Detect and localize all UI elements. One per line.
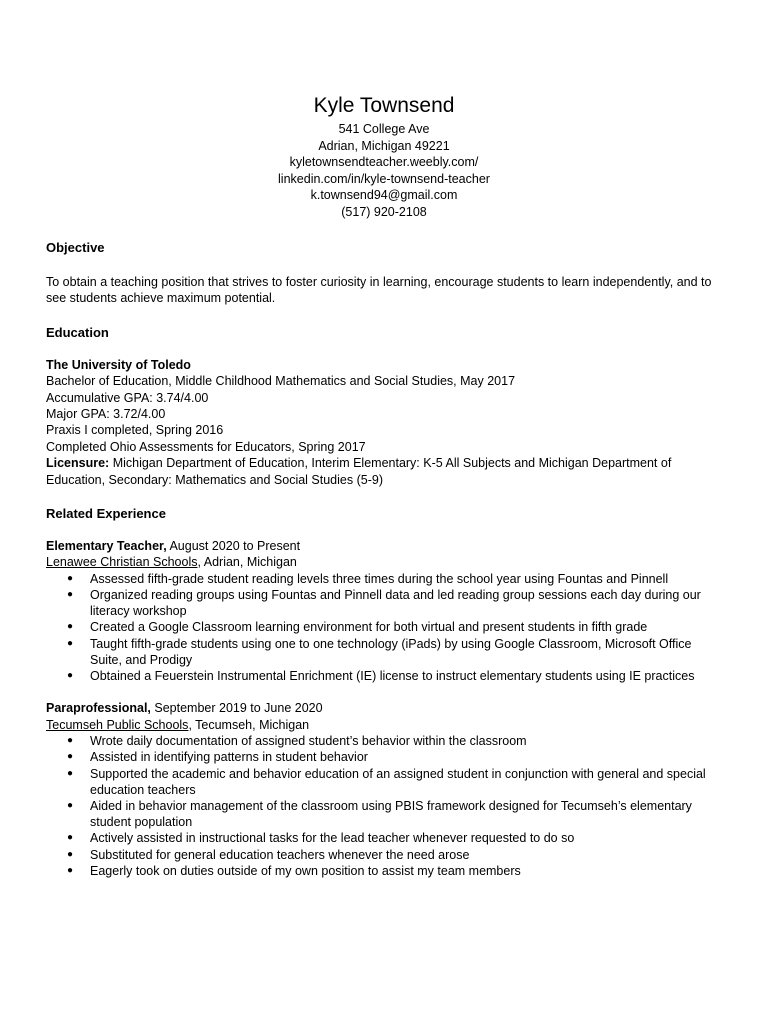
education-heading: Education [46,324,109,340]
address-street: 541 College Ave [338,122,430,136]
job-title: Elementary Teacher, [46,539,167,554]
job-bullet-list [46,571,722,684]
employer-name: Lenawee Christian Schools [46,555,198,570]
job-entry [46,538,722,684]
job-dates: August 2020 to Present [166,539,301,554]
list-item: ● Organized reading groups using Fountas and Pinnell data and led reading group sessions each day during our literacy workshop [67,588,701,619]
email-link[interactable]: k.townsend94@gmail.com [310,188,458,202]
list-item: ● Assessed fifth-grade student reading levels three times during the school year using Fountas and Pinnell [67,571,669,586]
assessments-line: Completed Ohio Assessments for Educators, Spring 2017 [46,439,366,454]
experience-section [46,505,722,879]
job-entry [46,700,722,879]
bullet-icon: ● [67,589,74,601]
candidate-name: Kyle Townsend [313,94,455,117]
job-title-line [46,538,722,554]
list-item: ● Actively assisted in instructional tasks for the lead teacher whenever requested to do so [67,831,575,846]
employer-line [46,717,722,733]
linkedin-link[interactable]: linkedin.com/in/kyle-townsend-teacher [278,171,490,186]
bullet-icon: ● [67,864,74,876]
list-item: ● Eagerly took on duties outside of my own position to assist my team members [67,863,521,878]
bullet-icon: ● [67,767,74,779]
job-title: Paraprofessional, [46,701,151,716]
objective-heading: Objective [46,240,105,255]
list-item: ● Created a Google Classroom learning environment for both virtual and present students in fifth grade [67,620,648,635]
major-gpa: Major GPA: 3.72/4.00 [46,407,166,422]
bullet-icon: ● [67,735,74,747]
employer-name: Tecumseh Public Schools [46,717,189,732]
list-item: ● Supported the academic and behavior education of an assigned student in conjunction with general and special education teachers [67,766,706,797]
education-section [46,324,722,488]
licensure-line [46,455,722,488]
accumulative-gpa: Accumulative GPA: 3.74/4.00 [46,390,209,405]
employer-location: , Tecumseh, Michigan [188,717,310,732]
licensure-text: Michigan Department of Education, Interim Elementary: K-5 All Subjects and Michigan Department of Education, Secondary: Mathematics and Social Studies (5-9) [46,456,672,487]
bullet-icon: ● [67,637,74,649]
bullet-icon: ● [67,848,74,860]
licensure-label: Licensure: [46,456,110,471]
list-item: ● Wrote daily documentation of assigned student’s behavior within the classroom [67,734,527,749]
objective-text: To obtain a teaching position that strives to foster curiosity in learning, encourage students to learn independently, and to see students achieve maximum potential. [46,275,712,306]
address-city: Adrian, Michigan 49221 [318,138,450,153]
website-link[interactable]: kyletownsendteacher.weebly.com/ [289,155,479,169]
bullet-icon: ● [67,670,74,682]
list-item: ● Aided in behavior management of the classroom using PBIS framework designed for Tecumseh’s elementary student population [67,798,692,830]
job-bullet-list [46,733,722,879]
bullet-icon: ● [67,832,74,844]
list-item: ● Taught fifth-grade students using one to one technology (iPads) by using Google Classroom, Microsoft Office Suite, and Prodigy [67,636,692,667]
degree-line: Bachelor of Education, Middle Childhood Mathematics and Social Studies, May 2017 [46,374,516,389]
employer-line [46,554,722,570]
job-dates: September 2019 to June 2020 [150,701,323,716]
resume-header [46,91,722,220]
bullet-icon: ● [67,751,74,763]
employer-location: , Adrian, Michigan [197,555,297,570]
bullet-icon: ● [67,799,74,811]
experience-heading: Related Experience [46,506,166,522]
school-name: The University of Toledo [46,357,191,372]
bullet-icon: ● [67,621,74,633]
list-item: ● Substituted for general education teachers whenever the need arose [67,847,470,862]
list-item: ● Assisted in identifying patterns in student behavior [67,750,368,765]
list-item: ● Obtained a Feuerstein Instrumental Enrichment (IE) license to instruct elementary students using IE practices [67,669,695,684]
bullet-icon: ● [67,572,74,584]
phone-number: (517) 920-2108 [341,204,427,219]
praxis-line: Praxis I completed, Spring 2016 [46,423,224,438]
job-title-line [46,700,722,716]
objective-section [46,239,722,307]
